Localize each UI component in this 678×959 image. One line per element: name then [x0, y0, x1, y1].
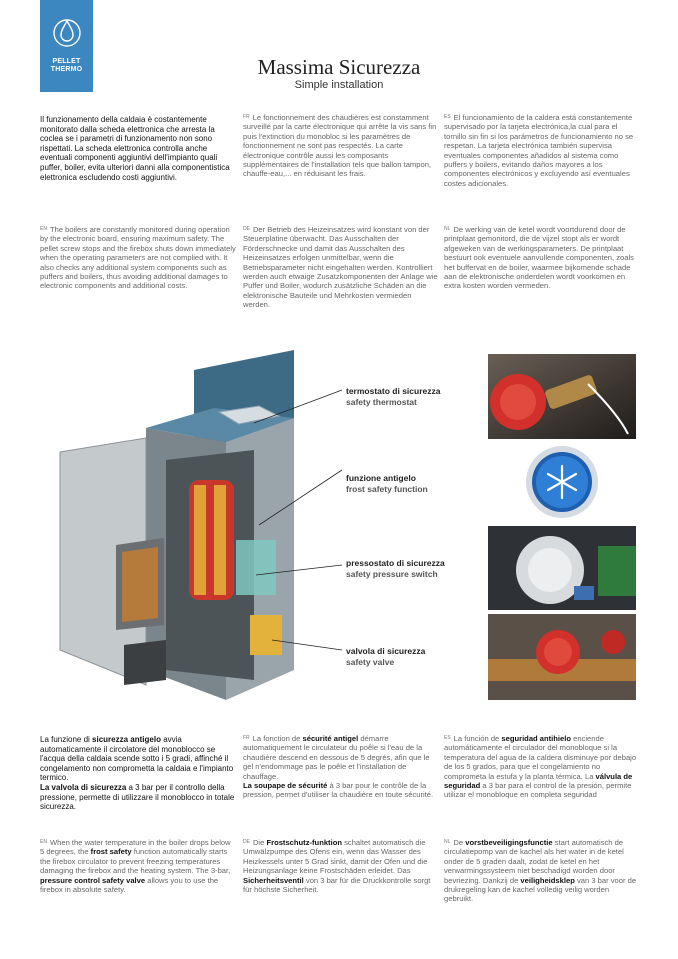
intro-de-text: Der Betrieb des Heizeinsatzes wird konstant von der Steuerplatine überwacht. Das Ausschalten der Förderschnecke und damit das Ausschalten des Heizeinsatzes erfolgen unmittelbar, wenn die Betriebsparameter nicht eingehalten werden. Kontrolliert werden auch etwaige Zusatzkomponenten der Anlage wie Puffer und Boiler, wodurch zusätzliche Schäden an die elektronische Bauteile und Mehrkosten vermieden werden.: [243, 225, 438, 310]
feature-pressure-switch-en: safety pressure switch: [346, 569, 438, 579]
feature-pressure-switch: [346, 558, 445, 580]
lang-code-nl-bottom: NL: [444, 839, 451, 845]
feature-thermostat-en: safety thermostat: [346, 397, 417, 407]
feature-safety-valve-it: valvola di sicurezza: [346, 646, 426, 656]
frost-fr-p2: démarre automatiquement le circulateur du poêle si l'eau de la chaudière descend en dessous de 5 degrés, afin que le gel n'endommage pas le poêle et l'installation de chauffage.: [243, 734, 430, 781]
frost-de-b2: Sicherheitsventil: [243, 875, 304, 885]
lang-code-es: ES: [444, 114, 451, 120]
frost-en-p3: allows you to use the firebox in absolute safety.: [40, 875, 219, 895]
feature-safety-valve: [346, 646, 425, 668]
intro-es: [444, 113, 640, 188]
frost-es-p1: La función de: [453, 734, 502, 743]
intro-nl: [444, 225, 640, 291]
frost-es-p2: enciende automáticamente el circulador del monobloque si la temperatura del agua de la caldera disminuye por debajo de los 5 grados, para que el congelamiento no comprometa la estufa y la planta térmica. La: [444, 734, 637, 781]
frost-fr-b2: La soupape de sécurité: [243, 781, 328, 791]
frost-text-nl: [444, 838, 640, 904]
frost-text-es: [444, 734, 640, 800]
brand-line-1: PELLET: [52, 58, 81, 65]
frost-text-en: [40, 838, 236, 894]
frost-nl-b1: vorstbeveiligingsfunctie: [465, 838, 553, 847]
frost-es-b2: válvula de seguridad: [444, 771, 633, 791]
frost-nl-p1: De: [453, 838, 466, 847]
frost-de-b1: Frostschutz-funktion: [266, 838, 342, 847]
frost-it-p2: avvia automaticamente il circolatore del monoblocco se l'acqua della caldaia scende sotto i 5 gradi, affinché il congelamento non comprometta la caldaia e l'impianto termico.: [40, 735, 234, 783]
frost-fr-p1: La fonction de: [252, 734, 303, 743]
intro-de: [243, 225, 438, 310]
intro-en: [40, 225, 236, 291]
frost-es-p3: a 3 bar para el control de la presión, permite utilizar el monobloque en completa seguridad: [444, 781, 632, 800]
intro-nl-text: De werking van de ketel wordt voortdurend door de printplaat gemonitord, die de vijzel stopt als er wordt afgeweken van de werkingsparameters. De printplaat bestuurt ook eventuele aanvullende componenten, zoals het buffervat en de boiler, waarmee bijkomende schade aan de elektronische onderdelen wordt voorkomen en extra kosten worden vermeden.: [444, 225, 634, 291]
thermostat-photo: [488, 354, 636, 439]
intro-en-text: The boilers are constantly monitored during operation by the electronic board, ensuring maximum safety. The pellet screw stops and the firebox shuts down immediately when the operating parameters are not complied with. It also checks any additional system components such as puffers and boilers, thus avoiding additional damages to electronic components and additional costs.: [40, 225, 236, 291]
frost-en-b1: frost safety: [90, 847, 132, 857]
frost-it-b2: La valvola di sicurezza: [40, 782, 127, 792]
feature-thermostat: [346, 386, 440, 408]
frost-nl-p3: van 3 bar voor de drukregeling kan de kachel volledig veilig worden gebruikt.: [444, 875, 637, 904]
lang-code-en: EN: [40, 226, 47, 232]
feature-safety-valve-en: safety valve: [346, 657, 395, 667]
frost-text-de: [243, 838, 438, 894]
lang-code-de: DE: [243, 226, 250, 232]
feature-pressure-switch-it: pressostato di sicurezza: [346, 558, 445, 568]
intro-fr: [243, 113, 438, 179]
frost-en-p2: function automatically starts the firebox circulator to prevent freezing temperatures damaging the firebox and the heating system. The 3-bar,: [40, 847, 231, 876]
frost-de-p1: Die: [252, 838, 267, 847]
frost-es-b1: seguridad antihielo: [501, 734, 572, 743]
intro-es-text: El funcionamiento de la caldera está constantemente supervisado por la tarjeta electrónica,la cual para el tornillo sin fin si los parámetros de funcionamiento no se respetan. La tarjeta electrónica también supervisa eventuales componentes añadidos al sistema como puffers y boilers, evitando daños mayores a los componentes electrónicos y excluyendo así eventuales costes adicionales.: [444, 113, 634, 188]
lang-code-de-bottom: DE: [243, 839, 250, 845]
lang-code-nl: NL: [444, 226, 451, 232]
brand-line-2: THERMO: [50, 66, 83, 73]
frost-protection-photo: [488, 442, 636, 522]
page-subtitle: Simple installation: [294, 79, 384, 91]
intro-fr-text: Le fonctionnement des chaudières est constamment surveillé par la carte électronique qui arrête la vis sans fin puis l'extinction du monobloc si les paramètres de fonctionnement ne sont pas respectés. La carte électronique contrôle aussi les composants supplémentaires de l'installation tels que ballon tampon, chauffe-eau,... en réduisant les frais.: [243, 113, 437, 179]
frost-en-p1: When the water temperature in the boiler drops below 5 degrees, the: [40, 838, 231, 857]
frost-en-b2: pressure control safety valve: [40, 875, 146, 885]
intro-it: Il funzionamento della caldaia è costantemente monitorato dalla scheda elettronica che arresta la coclea se i parametri di funzionamento non sono rispettati. La scheda elettronica controlla anche eventuali componenti aggiuntivi dell'impianto quali puffer, boiler, evita ulteriori danni alla componentistica elettronica escludendo costi aggiuntivi.: [40, 115, 230, 182]
frost-it-p3: a 3 bar per il controllo della pressione, permette di utilizzare il monoblocco in totale sicurezza.: [40, 782, 235, 812]
frost-text-it: [40, 735, 236, 812]
frost-it-p1: La funzione di: [40, 735, 93, 744]
lang-code-en-bottom: EN: [40, 839, 47, 845]
frost-text-fr: [243, 734, 438, 800]
feature-thermostat-it: termostato di sicurezza: [346, 386, 441, 396]
water-drop-icon: [52, 14, 82, 50]
lang-code-fr-bottom: FR: [243, 735, 250, 741]
pressure-switch-photo: [488, 526, 636, 610]
feature-antifreeze-it: funzione antigelo: [346, 473, 416, 483]
frost-it-b1: sicurezza antigelo: [92, 735, 161, 744]
lang-code-fr: FR: [243, 114, 250, 120]
frost-nl-p2: start automatisch de circulatiepomp van de kachel als het water in de ketel onder de 5 graden daalt, zodat de ketel en het verwarmingssysteem niet beschadigd worden door bevriezing. Dankzij de: [444, 838, 624, 885]
page-title: Massima Sicurezza: [257, 55, 421, 79]
frost-nl-b2: veiligheidsklep: [520, 875, 575, 885]
feature-antifreeze: [346, 473, 428, 495]
frost-de-p2: schaltet automatisch die Umwälzpumpe des Ofens ein, wenn das Wasser des Heizkessels unter 5 Grad sinkt, damit der Ofen und die Heizungsanlage keine Frostschäden erleidet. Das: [243, 838, 428, 876]
frost-de-p3: von 3 bar für die Druckkontrolle sorgt für höchste Sicherheit.: [243, 875, 431, 895]
feature-antifreeze-en: frost safety function: [346, 484, 428, 494]
frost-fr-p3: à 3 bar pour le contrôle de la pression, permet d'utiliser la chaudière en toute sécurité.: [243, 781, 434, 800]
lang-code-es-bottom: ES: [444, 735, 451, 741]
frost-fr-b1: sécurité antigel: [302, 734, 359, 743]
safety-valve-photo: [488, 614, 636, 700]
